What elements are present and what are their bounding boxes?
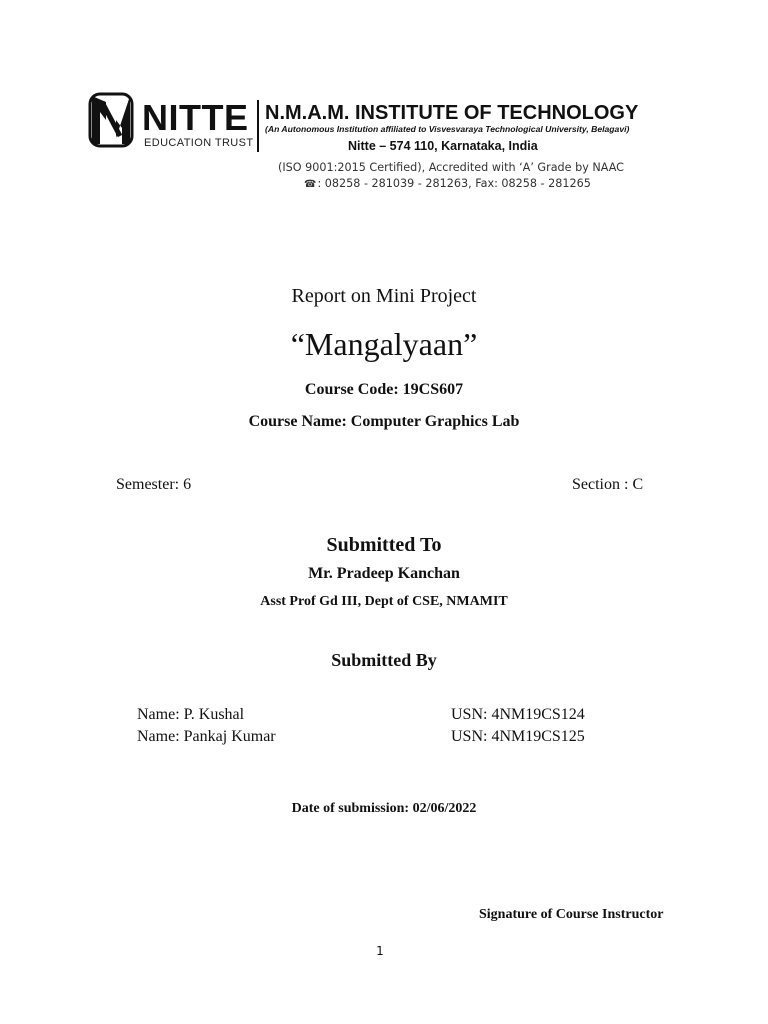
telephone-icon: ☎ (304, 179, 317, 190)
guide-designation: Asst Prof Gd III, Dept of CSE, NMAMIT (260, 594, 508, 609)
project-title: “Mangalyaan” (290, 326, 478, 362)
section: Section : C (572, 476, 644, 493)
submission-date: Date of submission: 02/06/2022 (291, 801, 477, 816)
submitted-by-heading: Submitted By (331, 650, 437, 670)
brand-name: NITTE (142, 97, 249, 138)
autonomous-note: (An Autonomous Institution affiliated to Visvesvaraya Technological University, Belagavi) (265, 124, 630, 134)
institute-address: Nitte – 574 110, Karnataka, India (348, 139, 538, 153)
contact-line (304, 177, 591, 190)
course-name: Course Name: Computer Graphics Lab (248, 413, 520, 430)
student-name: Name: P. Kushal (137, 706, 245, 723)
report-heading: Report on Mini Project (291, 285, 477, 307)
student-name: Name: Pankaj Kumar (137, 728, 276, 745)
student-usn: USN: 4NM19CS124 (451, 706, 585, 723)
semester: Semester: 6 (116, 476, 192, 493)
course-code: Course Code: 19CS607 (304, 381, 464, 398)
student-usn: USN: 4NM19CS125 (451, 728, 585, 745)
institute-name: N.M.A.M. INSTITUTE OF TECHNOLOGY (265, 102, 639, 124)
page-number: 1 (376, 944, 384, 958)
accreditation-line: (ISO 9001:2015 Certified), Accredited with ‘A’ Grade by NAAC (278, 161, 624, 174)
contact-numbers: : 08258 - 281039 - 281263, Fax: 08258 - 281265 (317, 177, 591, 190)
nitte-logo-mark-icon (88, 92, 134, 148)
submitted-to-heading: Submitted To (326, 534, 442, 556)
brand-subtitle: EDUCATION TRUST (144, 137, 254, 149)
letterhead-divider (257, 100, 259, 152)
guide-name: Mr. Pradeep Kanchan (308, 565, 460, 582)
signature-label: Signature of Course Instructor (479, 907, 664, 922)
